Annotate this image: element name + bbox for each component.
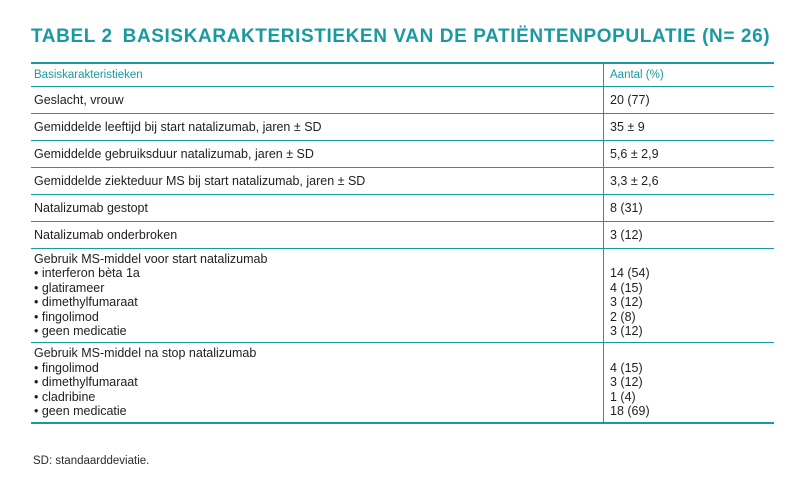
table-title-text: BASISKARAKTERISTIEKEN VAN DE PATIËNTENPOPULATIE (N= 26): [122, 26, 771, 47]
list-item-value: 4 (15): [610, 280, 643, 295]
row-label: Natalizumab onderbroken: [34, 228, 178, 242]
list-item-value: 4 (15): [610, 360, 643, 375]
list-item: • interferon bèta 1a: [34, 266, 603, 280]
list-item-value: 18 (69): [610, 403, 650, 418]
table-title: [31, 26, 770, 48]
table-row: [31, 222, 774, 249]
list-item-value: 3 (12): [610, 323, 643, 338]
group-row-after-stop: [31, 343, 774, 422]
row-label: Gemiddelde leeftijd bij start natalizumab, jaren ± SD: [34, 120, 322, 134]
row-value: 3 (12): [603, 222, 774, 248]
list-item: • cladribine: [34, 390, 603, 404]
list-item: • dimethylfumaraat: [34, 375, 603, 389]
row-value: 35 ± 9: [603, 114, 774, 140]
list-item-value: 3 (12): [610, 375, 643, 390]
header-count-percent: Aantal (%): [603, 64, 774, 86]
header-characteristics: Basiskarakteristieken: [34, 69, 143, 81]
list-item-value: 3 (12): [610, 295, 643, 310]
group-label: Gebruik MS-middel na stop natalizumab: [34, 346, 257, 361]
list-item: • fingolimod: [34, 361, 603, 375]
row-value: 3,3 ± 2,6: [603, 168, 774, 194]
row-value: 5,6 ± 2,9: [603, 141, 774, 167]
table-row: [31, 195, 774, 222]
row-value: 8 (31): [603, 195, 774, 221]
group-row-before-start: [31, 249, 774, 343]
characteristics-table: [31, 62, 774, 424]
list-item-value: 2 (8): [610, 309, 636, 324]
list-item: • fingolimod: [34, 310, 603, 324]
table-row: [31, 141, 774, 168]
table-row: [31, 87, 774, 114]
list-item: • geen medicatie: [34, 324, 603, 338]
list-item: • geen medicatie: [34, 404, 603, 418]
list-item-value: 1 (4): [610, 389, 636, 404]
list-item: • glatirameer: [34, 281, 603, 295]
table-row: [31, 114, 774, 141]
list-item-value: 14 (54): [610, 266, 650, 281]
row-value: 20 (77): [603, 87, 774, 113]
list-item: • dimethylfumaraat: [34, 295, 603, 309]
table-row: [31, 168, 774, 195]
table-number: TABEL 2: [31, 26, 113, 47]
footnote: SD: standaarddeviatie.: [33, 455, 150, 467]
table-header-row: [31, 64, 774, 87]
row-label: Gemiddelde gebruiksduur natalizumab, jaren ± SD: [34, 147, 314, 161]
row-label: Geslacht, vrouw: [34, 93, 124, 107]
group-label: Gebruik MS-middel voor start natalizumab: [34, 252, 268, 266]
row-label: Natalizumab gestopt: [34, 201, 148, 215]
row-label: Gemiddelde ziekteduur MS bij start natalizumab, jaren ± SD: [34, 174, 366, 188]
